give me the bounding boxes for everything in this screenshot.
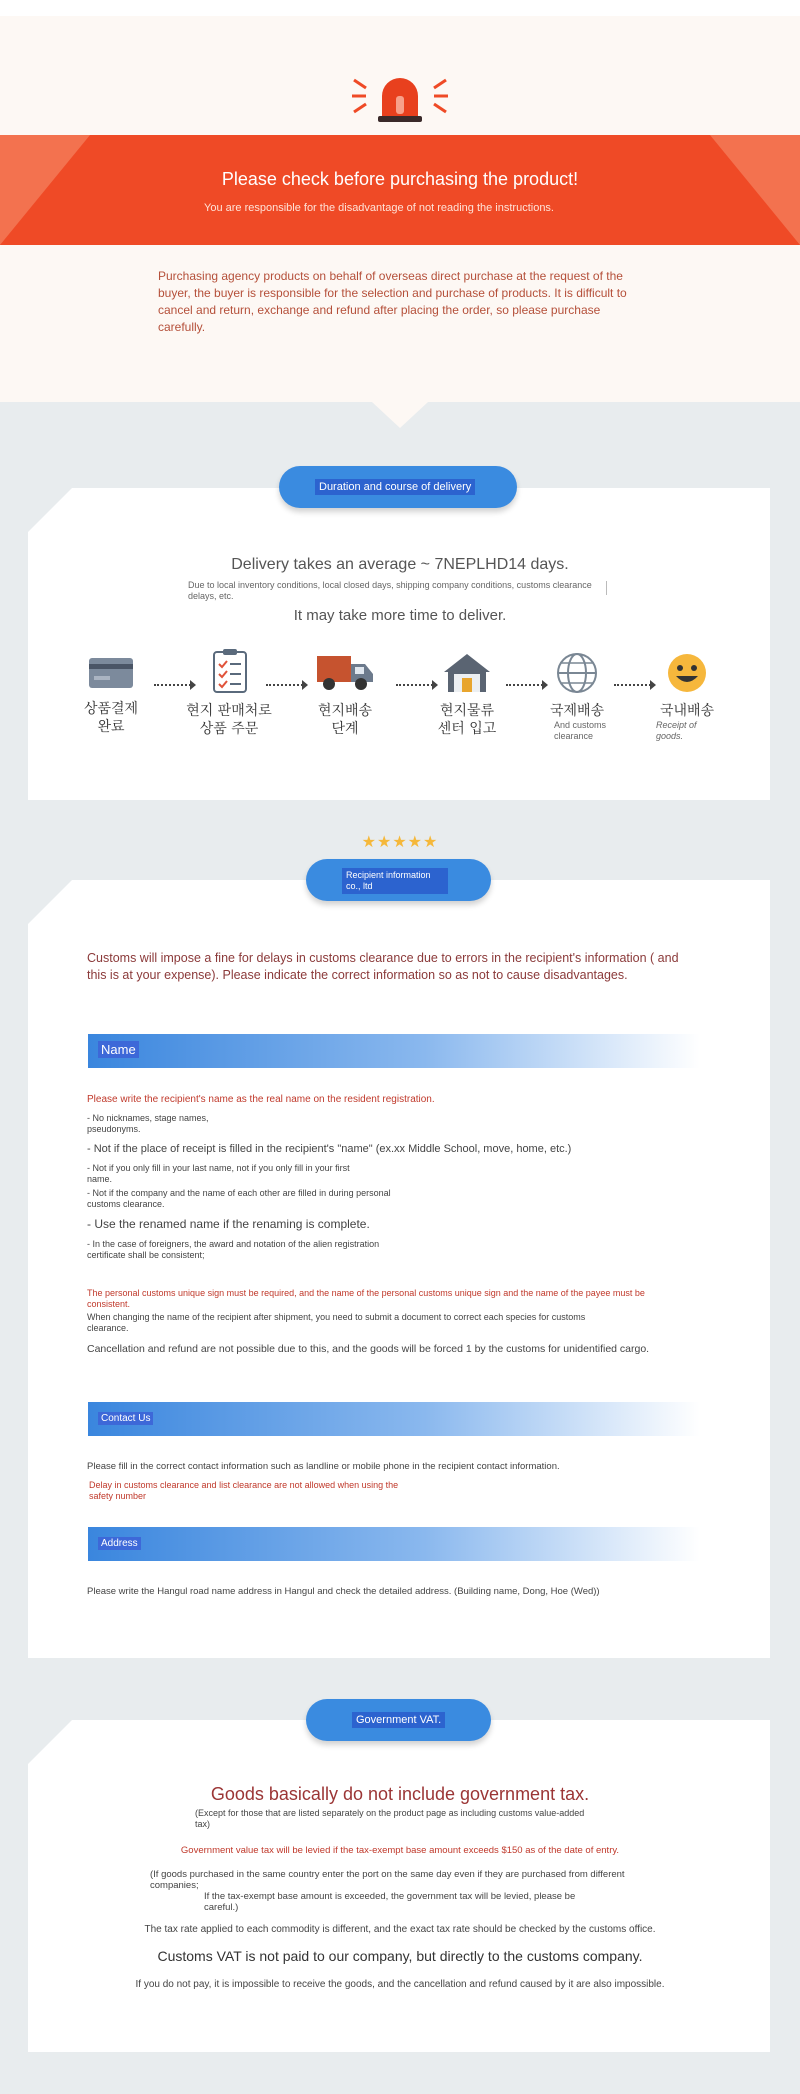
contact-bar-label: Contact Us (98, 1412, 153, 1425)
name-rule-4: - Not if the company and the name of each other are filled in during personal customs clearance. (87, 1188, 391, 1209)
warning-title: Please check before purchasing the product! (221, 169, 579, 189)
recipient-pill (306, 859, 491, 901)
vat-except: (Except for those that are listed separately on the product page as including customs value-added tax) (195, 1808, 585, 1829)
contact-red-note: Delay in customs clearance and list clearance are not allowed when using the safety number (89, 1480, 399, 1501)
contact-bar (88, 1402, 700, 1436)
vat-customs: Customs VAT is not paid to our company, but directly to the customs company. (157, 1948, 643, 1964)
cancel-note: Cancellation and refund are not possible due to this, and the goods will be forced 1 by the customs for unidentified cargo. (87, 1343, 650, 1355)
change-name-note: When changing the name of the recipient after shipment, you need to submit a document to correct each species for customs clearance. (87, 1312, 586, 1333)
step-label: 현지물류 센터 입고 (437, 703, 497, 737)
step-order (184, 648, 274, 738)
vat-same-day: (If goods purchased in the same country enter the port on the same day even if they are purchased from different companies; (150, 1869, 625, 1891)
name-rule-5: - Use the renamed name if the renaming is complete. (87, 1217, 370, 1231)
delivery-pill (279, 466, 517, 508)
contact-note: Please fill in the correct contact information such as landline or mobile phone in the recipient contact information. (87, 1461, 560, 1472)
top-strip (0, 0, 800, 16)
credit-card-icon (86, 652, 136, 692)
step-local-center (422, 652, 512, 738)
recipient-pill-label: Recipient information co., ltd (342, 868, 448, 894)
vat-pill (306, 1699, 491, 1741)
warning-paragraph: Purchasing agency products on behalf of overseas direct purchase at the request of the buyer, the buyer is responsible for the selection and purchase of products. It is difficult to cancel and return, exchange and refund after placing the order, so please purchase carefully. (158, 269, 627, 334)
delivery-note: Due to local inventory conditions, local closed days, shipping company conditions, customs clearance delays, etc. (188, 580, 592, 601)
name-red-note: Please write the recipient's name as the real name on the resident registration. (87, 1094, 435, 1105)
delivery-more: It may take more time to deliver. (293, 607, 507, 624)
warning-section (0, 0, 800, 402)
globe-icon (554, 652, 600, 694)
step-label: 현지 판매처로 상품 주문 (186, 703, 272, 737)
house-icon (442, 652, 492, 694)
delivery-pill-label: Duration and course of delivery (315, 479, 475, 495)
truck-icon (315, 652, 375, 694)
name-rule-1: - No nicknames, stage names, pseudonyms. (87, 1113, 209, 1134)
vat-not-pay: If you do not pay, it is impossible to receive the goods, and the cancellation and refund caused by it are also impossible. (135, 1979, 665, 1990)
name-rule-6: - In the case of foreigners, the award and notation of the alien registration certificate shall be consistent; (87, 1239, 380, 1260)
siren-icon (350, 74, 450, 124)
unique-sign-note: The personal customs unique sign must be required, and the name of the personal customs unique sign and the name of the payee must be consistent. (87, 1288, 645, 1309)
step-label: 국내배송 (659, 703, 715, 719)
warning-banner (0, 135, 800, 245)
step-international (532, 652, 622, 742)
vat-rate: The tax rate applied to each commodity is different, and the exact tax rate should be checked by the customs office. (144, 1924, 656, 1935)
rating-stars: ★★★★★ (361, 832, 439, 851)
step-domestic (642, 652, 732, 742)
delivery-card (28, 488, 770, 800)
step6-note: Receipt of goods. (656, 720, 697, 741)
section-pointer (372, 402, 428, 428)
smiley-icon (664, 652, 710, 694)
step-label: 현지배송 단계 (317, 703, 373, 737)
name-bar (88, 1034, 700, 1068)
name-bar-label: Name (98, 1041, 139, 1058)
name-rule-3: - Not if you only fill in your last name, not if you only fill in your first name. (87, 1163, 350, 1184)
checklist-icon (204, 648, 254, 694)
vat-exceeded: If the tax-exempt base amount is exceeded, the government tax will be levied, please be careful.) (204, 1891, 576, 1913)
step-label: 국제배송 (549, 703, 605, 719)
address-bar-label: Address (98, 1537, 141, 1550)
vat-pill-label: Government VAT. (352, 1712, 445, 1728)
address-note: Please write the Hangul road name address in Hangul and check the detailed address. (Building name, Dong, Hoe (Wed)) (87, 1586, 600, 1597)
vat-title: Goods basically do not include government tax. (210, 1784, 590, 1804)
step5-note: And customs clearance (554, 720, 607, 741)
name-rule-2: - Not if the place of receipt is filled in the recipient's "name" (ex.xx Middle School, move, home, etc.) (87, 1143, 572, 1155)
warning-subtitle: You are responsible for the disadvantage of not reading the instructions. (204, 202, 554, 214)
vat-red-note: Government value tax will be levied if the tax-exempt base amount exceeds $150 as of the date of entry. (180, 1845, 620, 1856)
step-label: 상품결제 완료 (83, 701, 139, 735)
delivery-title: Delivery takes an average ~ 7NEPLHD14 days. (231, 556, 569, 573)
address-bar (88, 1527, 700, 1561)
step-payment (66, 652, 156, 736)
recipient-intro: Customs will impose a fine for delays in customs clearance due to errors in the recipient's information ( and this is at your expense). Please indicate the correct information so as not to cause disadvantages. (87, 951, 679, 982)
step-local-shipping (300, 652, 390, 738)
